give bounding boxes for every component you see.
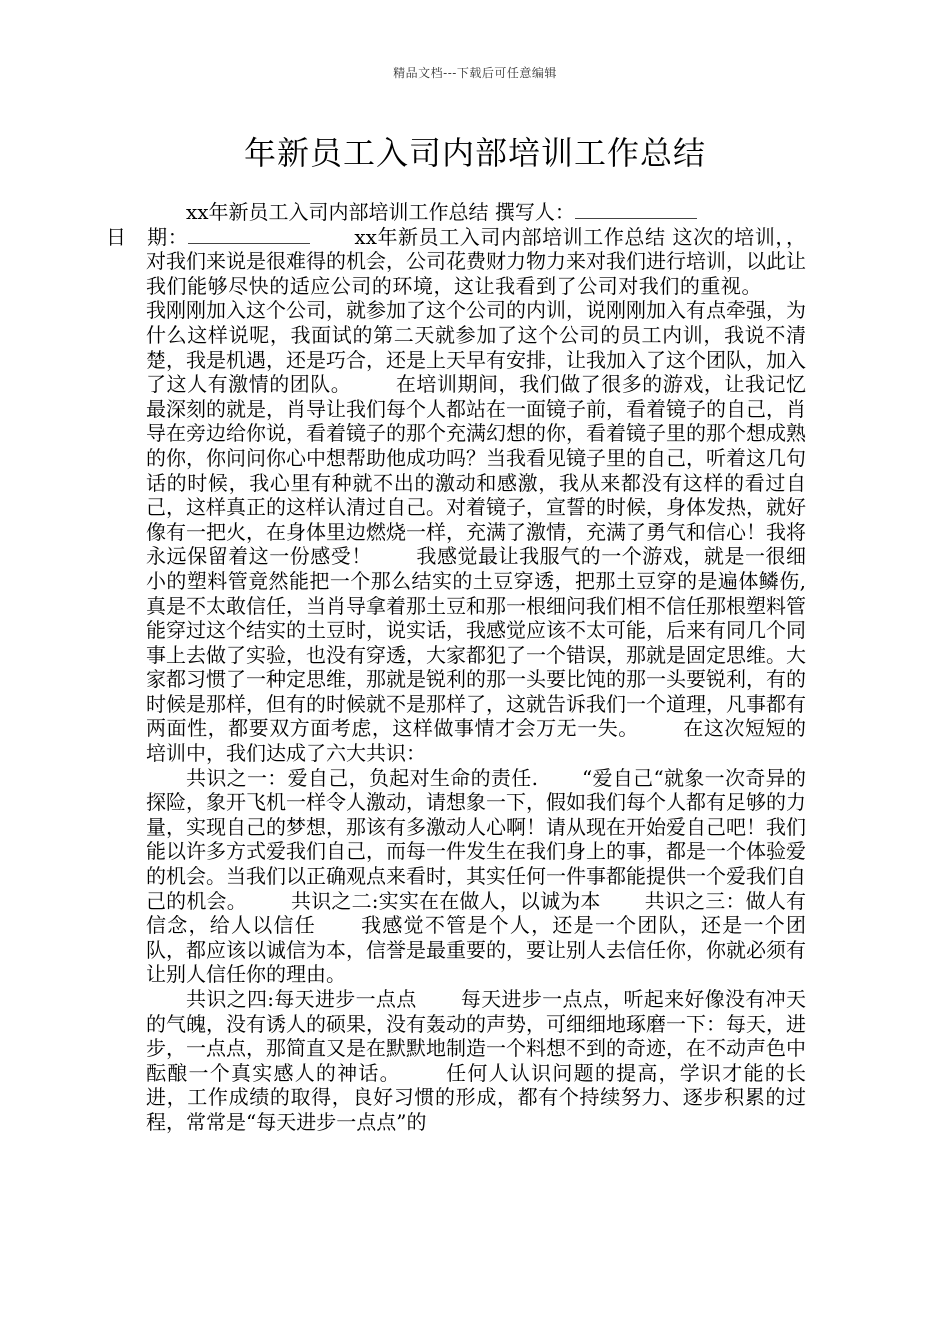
consensus-3: 共识之三：做人有信念，给人以信任 <box>146 888 806 938</box>
paragraph-4: 在这次短短的培训中，我们达成了六大共识： <box>146 716 807 766</box>
consensus-1: 共识之一：爱自己，负起对生命的责任. <box>186 765 538 790</box>
consensus-4: 共识之四:每天进步一点点 <box>186 987 417 1011</box>
document-title: 年新员工入司内部培训工作总结 <box>243 134 706 172</box>
intro-heading-repeat: xx年新员工入司内部培训工作总结 <box>354 224 666 249</box>
intro-text: 这次的培训，，对我们来说是很难得的机会，公司花费财力物力来对我们进行培训，以此让我们能够尽快的适应公司的环境，这让我看到了公司对我们的重视。 <box>146 224 807 298</box>
paragraph-3: 我感觉最让我服气的一个游戏，就是一很细小的塑料管竟然能把一个那么结实的土豆穿透，把那土豆穿的是遍体鳞伤,真是不太敢信任，当肖导拿着那土豆和那一根细问我们相不信任那根塑料管能穿过这个结实的土豆时，说实话，我感觉应该不太可能，后来有同几个同事上去做了实验，也没有穿透，大家都犯了一个错误，那就是固定思维。大家都习惯了一种定思维，那就是锐利的那一头要比饨的那一头要锐利，有的时候是那样，但有的时候就不是那样了，这就告诉我们一个道理，凡事都有两面性，都要双方面考虑，这样做事情才会万无一失。 <box>146 544 807 741</box>
consensus-4-text: 每天进步一点点，听起来好像没有冲天的气魄，没有诱人的硕果，没有轰动的声势，可细细地琢磨一下：每天，进步，一点点，那简直又是在默默地制造一个料想不到的奇迹，在不动声色中酝酿一个真实感人的神话。 <box>146 987 807 1085</box>
date-label: 日 期： <box>106 224 189 249</box>
author-label: 撰写人： <box>494 200 575 224</box>
header-note: 精品文档---下载后可任意编辑 <box>393 66 557 80</box>
intro-heading: xx年新员工入司内部培训工作总结 <box>186 200 489 224</box>
consensus-2: 共识之二:实实在在做人，以诚为本 <box>290 888 601 913</box>
consensus-3-text: 我感觉不管是个人，还是一个团队，还是一个团队，都应该以诚信为本，信誉是最重要的，要让别人去信任你，你就必须有让别人信任你的理由。 <box>146 913 807 987</box>
consensus-4-paragraph <box>146 987 806 1135</box>
paragraph-2: 在培训期间，我们做了很多的游戏，让我记忆最深刻的就是，肖导让我们每个人都站在一面镜子前，看着镜子的自己，肖导在旁边给你说，看着镜子的那个充满幻想的你，看着镜子里的那个想成熟的你，你问问你心中想帮助他成功吗？当我看见镜子里的自己，听着这几句话的时候，我心里有种就不出的激动和感激，我从来都没有这样的看过自己，这样真正的这样认清过自己。对着镜子，宣誓的时候，身体发热，就好像有一把火，在身体里边燃烧一样，充满了激情，充满了勇气和信心！我将永远保留着这一份感受！ <box>146 372 807 569</box>
author-blank <box>575 200 697 219</box>
paragraph-1: 我刚刚加入这个公司，就参加了这个公司的内训，说刚刚加入有点牵强，为什么这样说呢，我面试的第二天就参加了这个公司的员工内训，我说不清楚，我是机遇，还是巧合，还是上天早有安排，让我加入了这个团队，加入了这人有激情的团队。 <box>146 298 806 397</box>
date-blank <box>188 225 310 244</box>
intro-paragraph <box>106 200 807 766</box>
consensus-1-text: “爱自己“就象一次奇异的探险，象开飞机一样令人激动，请想象一下，假如我们每个人都有足够的力量，实现自己的梦想，那该有多激动人心啊！请从现在开始爱自己吧！我们能以许多方式爱我们自己，而每一件发生在我们身上的事，都是一个体验爱的机会。当我们以正确观点来看时，其实任何一件事都能提供一个爱我们自己的机会。 <box>146 765 806 913</box>
consensus-paragraph <box>146 766 806 987</box>
document-body <box>106 200 807 1135</box>
consensus-4-text-2: 任何人认识问题的提高，学识才能的长进，工作成绩的取得，良好习惯的形成，都有个持续努力、逐步积累的过程，常常是“每天进步一点点”的 <box>146 1060 807 1134</box>
